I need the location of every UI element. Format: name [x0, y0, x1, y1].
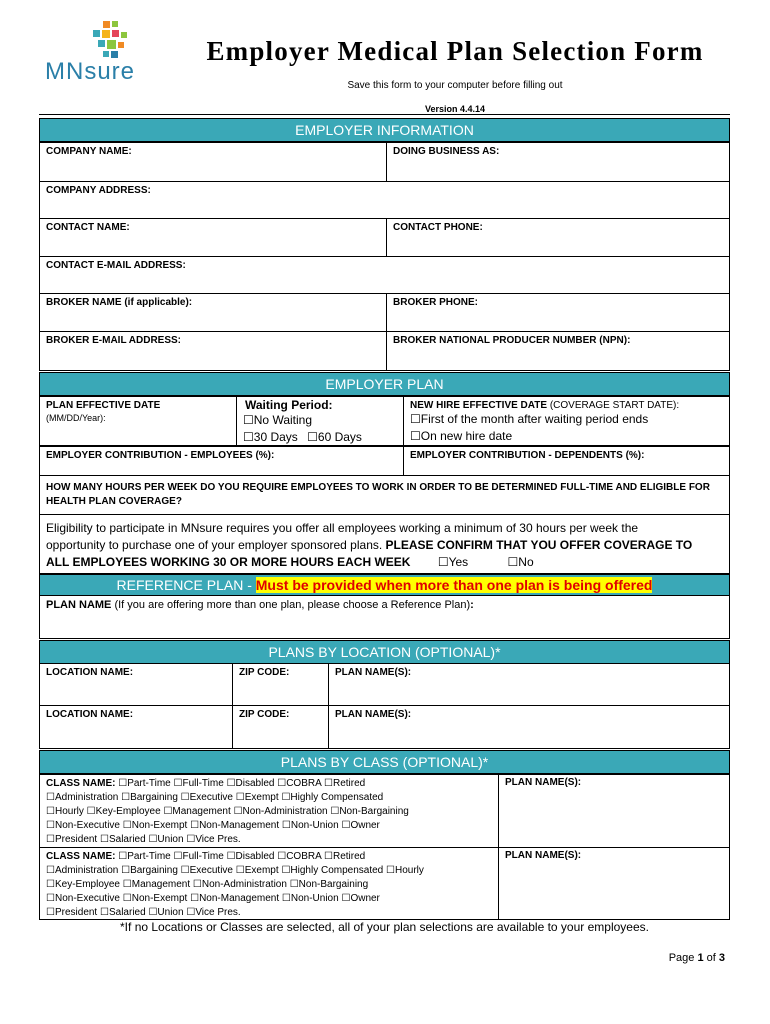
zip-code-label: ZIP CODE: — [239, 709, 290, 720]
form-subtitle: Save this form to your computer before filling out — [347, 80, 563, 91]
part-time-label: Part-Time — [127, 778, 171, 789]
no-waiting-label: No Waiting — [253, 413, 313, 427]
offer-no-label: No — [518, 555, 534, 569]
salaried-label: Salaried — [108, 907, 146, 918]
contribution-employees-field[interactable] — [39, 446, 404, 476]
key-employee-checkbox[interactable] — [46, 879, 55, 890]
class-name-label: CLASS NAME: — [46, 778, 116, 789]
plans-by-class-heading: PLANS BY CLASS (OPTIONAL)* — [39, 750, 730, 774]
administration-checkbox[interactable] — [46, 865, 55, 876]
contribution-employees-label: EMPLOYER CONTRIBUTION - EMPLOYEES (%): — [46, 450, 275, 461]
new-hire-effective-label: NEW HIRE EFFECTIVE DATE — [410, 400, 548, 411]
non-executive-label: Non-Executive — [54, 893, 120, 904]
waiting-period-label: Waiting Period: — [245, 398, 333, 412]
broker-name-label: BROKER NAME (if applicable): — [46, 297, 193, 308]
company-name-label: COMPANY NAME: — [46, 146, 132, 157]
contact-name-label: CONTACT NAME: — [46, 222, 130, 233]
disabled-label: Disabled — [235, 851, 275, 862]
hourly-checkbox[interactable] — [386, 865, 395, 876]
page-total: 3 — [718, 952, 725, 964]
hourly-label: Hourly — [394, 865, 424, 876]
plan-names-label: PLAN NAME(S): — [505, 777, 582, 788]
zip-code-field-2[interactable] — [232, 705, 329, 749]
president-checkbox[interactable] — [46, 834, 55, 845]
exempt-label: Exempt — [244, 865, 279, 876]
non-management-checkbox[interactable] — [190, 893, 199, 904]
non-administration-checkbox[interactable] — [234, 806, 243, 817]
key-employee-label: Key-Employee — [54, 879, 120, 890]
disabled-checkbox[interactable] — [227, 778, 236, 789]
non-administration-label: Non-Administration — [201, 879, 287, 890]
management-label: Management — [131, 879, 191, 890]
eligibility-confirm-text-2: ALL EMPLOYEES WORKING 30 OR MORE HOURS EACH WEEK — [46, 555, 411, 569]
owner-label: Owner — [350, 893, 380, 904]
vice-pres-label: Vice Pres. — [195, 907, 241, 918]
plan-names-label: PLAN NAME(S): — [335, 667, 412, 678]
page-current: 1 — [697, 952, 704, 964]
plan-effective-date-format: (MM/DD/Year): — [46, 413, 106, 423]
page-prefix: Page — [668, 952, 698, 964]
vice-pres-checkbox[interactable] — [186, 907, 195, 918]
contact-email-field[interactable] — [39, 256, 730, 294]
president-label: President — [54, 834, 98, 845]
sixty-days-checkbox[interactable] — [307, 430, 318, 444]
hours-question-label: HOW MANY HOURS PER WEEK DO YOU REQUIRE EMPLOYEES TO WORK IN ORDER TO BE DETERMINED FULL-TIME AND ELIGIBLE FOR HEALTH PLAN COVERAGE? — [46, 482, 710, 507]
reference-plan-name-note: (If you are offering more than one plan, please choose a Reference Plan) — [111, 599, 471, 611]
bargaining-label: Bargaining — [130, 792, 178, 803]
class-group-2 — [39, 847, 499, 920]
part-time-checkbox[interactable] — [118, 778, 127, 789]
page-of: of — [703, 952, 719, 964]
plans-by-location-heading: PLANS BY LOCATION (OPTIONAL)* — [39, 640, 730, 664]
on-hire-date-label: On new hire date — [420, 429, 513, 443]
reference-plan-heading — [39, 574, 730, 596]
retired-label: Retired — [332, 778, 366, 789]
salaried-checkbox[interactable] — [100, 907, 109, 918]
location-name-label: LOCATION NAME: — [46, 667, 134, 678]
form-version: Version 4.4.14 — [424, 104, 486, 114]
broker-npn-label: BROKER NATIONAL PRODUCER NUMBER (NPN): — [393, 335, 631, 346]
bargaining-checkbox[interactable] — [121, 792, 130, 803]
management-label: Management — [172, 806, 231, 817]
class-group-1 — [39, 774, 499, 848]
non-exempt-label: Non-Exempt — [131, 820, 188, 831]
offer-no-checkbox[interactable] — [508, 555, 519, 569]
company-address-field[interactable] — [39, 181, 730, 219]
first-of-month-label: First of the month after waiting period ends — [420, 412, 649, 426]
location-name-label: LOCATION NAME: — [46, 709, 134, 720]
retired-checkbox[interactable] — [324, 851, 333, 862]
executive-checkbox[interactable] — [181, 792, 190, 803]
vice-pres-label: Vice Pres. — [195, 834, 241, 845]
logo-text: MNsure — [45, 58, 136, 85]
president-label: President — [54, 907, 98, 918]
doing-business-as-label: DOING BUSINESS AS: — [393, 146, 500, 157]
broker-name-field[interactable] — [39, 293, 387, 332]
cobra-checkbox[interactable] — [277, 851, 286, 862]
key-employee-label: Key-Employee — [95, 806, 161, 817]
non-executive-checkbox[interactable] — [46, 820, 55, 831]
non-executive-checkbox[interactable] — [46, 893, 55, 904]
on-hire-date-checkbox[interactable] — [410, 429, 421, 443]
class-plan-names-field-1[interactable] — [498, 774, 730, 848]
no-waiting-checkbox[interactable] — [243, 413, 254, 427]
non-executive-label: Non-Executive — [54, 820, 120, 831]
non-bargaining-label: Non-Bargaining — [298, 879, 369, 890]
non-bargaining-label: Non-Bargaining — [339, 806, 409, 817]
non-bargaining-checkbox[interactable] — [290, 879, 299, 890]
disabled-checkbox[interactable] — [227, 851, 236, 862]
company-address-label: COMPANY ADDRESS: — [46, 185, 151, 196]
cobra-checkbox[interactable] — [277, 778, 286, 789]
eligibility-text-line2: opportunity to purchase one of your employer sponsored plans. — [46, 538, 386, 552]
thirty-days-checkbox[interactable] — [243, 430, 254, 444]
contribution-dependents-field[interactable] — [403, 446, 730, 476]
employer-information-heading: EMPLOYER INFORMATION — [39, 118, 730, 142]
employer-plan-heading: EMPLOYER PLAN — [39, 372, 730, 396]
mnsure-logo — [40, 18, 190, 98]
new-hire-effective-sub: (COVERAGE START DATE): — [547, 400, 680, 411]
eligibility-confirmation — [39, 514, 730, 574]
non-management-checkbox[interactable] — [190, 820, 199, 831]
salaried-label: Salaried — [108, 834, 146, 845]
non-union-checkbox[interactable] — [282, 893, 291, 904]
contact-phone-field[interactable] — [386, 218, 730, 257]
offer-yes-label: Yes — [448, 555, 469, 569]
waiting-period-group — [236, 396, 404, 446]
reference-plan-name-label: PLAN NAME — [46, 599, 112, 611]
new-hire-effective-group — [403, 396, 730, 446]
executive-label: Executive — [189, 865, 233, 876]
form-title: Employer Medical Plan Selection Form — [206, 36, 704, 66]
hours-question-field[interactable] — [39, 475, 730, 515]
non-management-label: Non-Management — [199, 893, 280, 904]
administration-label: Administration — [54, 792, 119, 803]
broker-phone-label: BROKER PHONE: — [393, 297, 479, 308]
class-name-label: CLASS NAME: — [46, 851, 116, 862]
page-number — [600, 952, 725, 964]
class-plan-names-field-2[interactable] — [498, 847, 730, 920]
reference-plan-title: REFERENCE PLAN - — [116, 577, 256, 593]
non-exempt-checkbox[interactable] — [123, 893, 132, 904]
reference-plan-warning: Must be provided when more than one plan is being offered — [255, 577, 653, 593]
location-name-field-2[interactable] — [39, 705, 233, 749]
key-employee-checkbox[interactable] — [87, 806, 96, 817]
non-administration-label: Non-Administration — [242, 806, 328, 817]
highly-compensated-label: Highly Compensated — [290, 865, 384, 876]
executive-label: Executive — [189, 792, 233, 803]
location-plan-names-field-1[interactable] — [328, 663, 730, 706]
administration-label: Administration — [54, 865, 119, 876]
retired-label: Retired — [332, 851, 366, 862]
non-bargaining-checkbox[interactable] — [330, 806, 339, 817]
president-checkbox[interactable] — [46, 907, 55, 918]
bargaining-checkbox[interactable] — [121, 865, 130, 876]
exempt-checkbox[interactable] — [236, 792, 245, 803]
hourly-label: Hourly — [54, 806, 84, 817]
location-name-field-1[interactable] — [39, 663, 233, 706]
doing-business-as-field[interactable] — [386, 142, 730, 182]
cobra-label: COBRA — [286, 778, 322, 789]
location-plan-names-field-2[interactable] — [328, 705, 730, 749]
plan-names-label: PLAN NAME(S): — [505, 850, 582, 861]
exempt-checkbox[interactable] — [236, 865, 245, 876]
part-time-label: Part-Time — [127, 851, 171, 862]
plan-effective-date-field[interactable] — [39, 396, 237, 446]
exempt-label: Exempt — [244, 792, 279, 803]
union-label: Union — [157, 834, 184, 845]
contact-name-field[interactable] — [39, 218, 387, 257]
offer-yes-checkbox[interactable] — [438, 555, 449, 569]
broker-email-label: BROKER E-MAIL ADDRESS: — [46, 335, 182, 346]
highly-compensated-label: Highly Compensated — [290, 792, 384, 803]
union-label: Union — [157, 907, 184, 918]
broker-email-field[interactable] — [39, 331, 387, 371]
broker-phone-field[interactable] — [386, 293, 730, 332]
thirty-days-label: 30 Days — [253, 430, 298, 444]
owner-label: Owner — [350, 820, 380, 831]
disabled-label: Disabled — [235, 778, 275, 789]
non-union-label: Non-Union — [290, 893, 339, 904]
broker-npn-field[interactable] — [386, 331, 730, 371]
plan-effective-date-label: PLAN EFFECTIVE DATE — [46, 400, 161, 411]
contact-email-label: CONTACT E-MAIL ADDRESS: — [46, 260, 186, 271]
full-time-label: Full-Time — [182, 778, 224, 789]
contribution-dependents-label: EMPLOYER CONTRIBUTION - DEPENDENTS (%): — [410, 450, 645, 461]
reference-plan-name-colon: : — [470, 599, 474, 611]
plan-names-label: PLAN NAME(S): — [335, 709, 412, 720]
vice-pres-checkbox[interactable] — [186, 834, 195, 845]
eligibility-confirm-text: PLEASE CONFIRM THAT YOU OFFER COVERAGE TO — [385, 538, 693, 552]
sixty-days-label: 60 Days — [317, 430, 362, 444]
executive-checkbox[interactable] — [181, 865, 190, 876]
hourly-checkbox[interactable] — [46, 806, 55, 817]
header-divider — [39, 114, 730, 115]
bargaining-label: Bargaining — [130, 865, 178, 876]
zip-code-label: ZIP CODE: — [239, 667, 290, 678]
part-time-checkbox[interactable] — [118, 851, 127, 862]
retired-checkbox[interactable] — [324, 778, 333, 789]
management-checkbox[interactable] — [123, 879, 132, 890]
salaried-checkbox[interactable] — [100, 834, 109, 845]
administration-checkbox[interactable] — [46, 792, 55, 803]
non-exempt-checkbox[interactable] — [123, 820, 132, 831]
non-union-label: Non-Union — [290, 820, 339, 831]
cobra-label: COBRA — [286, 851, 322, 862]
first-of-month-checkbox[interactable] — [410, 412, 421, 426]
non-management-label: Non-Management — [199, 820, 280, 831]
non-exempt-label: Non-Exempt — [131, 893, 188, 904]
full-time-label: Full-Time — [182, 851, 224, 862]
eligibility-text-line1: Eligibility to participate in MNsure requires you offer all employees working a minimum of 30 hours per week the — [46, 521, 639, 535]
footnote: *If no Locations or Classes are selected, all of your plan selections are available to your employees. — [120, 920, 649, 934]
reference-plan-name-field[interactable] — [39, 595, 730, 639]
contact-phone-label: CONTACT PHONE: — [393, 222, 483, 233]
non-administration-checkbox[interactable] — [193, 879, 202, 890]
zip-code-field-1[interactable] — [232, 663, 329, 706]
non-union-checkbox[interactable] — [282, 820, 291, 831]
company-name-field[interactable] — [39, 142, 387, 182]
